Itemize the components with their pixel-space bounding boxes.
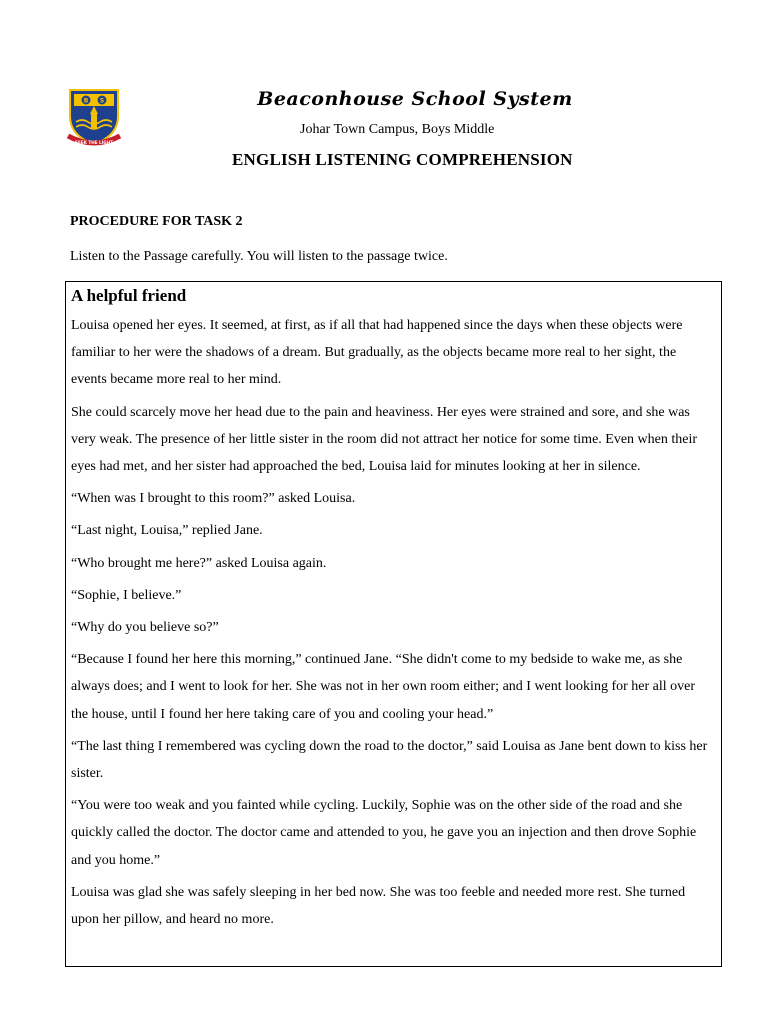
- passage-title: A helpful friend: [71, 286, 187, 305]
- svg-text:SEEK THE LIGHT: SEEK THE LIGHT: [74, 140, 114, 145]
- svg-text:B: B: [83, 97, 89, 105]
- passage-paragraph: “The last thing I remembered was cycling down the road to the doctor,” said Louisa as Jane bent down to kiss her sister.: [71, 738, 708, 782]
- passage-paragraph: “Sophie, I believe.”: [71, 587, 182, 603]
- campus-name: Johar Town Campus, Boys Middle: [300, 122, 495, 137]
- school-name: Beaconhouse School System: [257, 88, 573, 110]
- passage-paragraph: Louisa was glad she was safely sleeping in her bed now. She was too feeble and needed more rest. She turned upon her pillow, and heard no more.: [71, 884, 686, 928]
- task-heading: PROCEDURE FOR TASK 2: [70, 214, 243, 229]
- passage-paragraph: “When was I brought to this room?” asked Louisa.: [71, 491, 356, 507]
- passage-paragraph: “Why do you believe so?”: [71, 620, 219, 636]
- passage-paragraph: “Because I found her here this morning,” continued Jane. “She didn't come to my bedside to wake me, as she always does; and I went to look for her. She was not in her own room either; and I went looking for her all over the house, until I found her here taking care of you and cooling your head.”: [71, 652, 696, 722]
- document-title: ENGLISH LISTENING COMPREHENSION: [232, 150, 573, 169]
- svg-text:S: S: [99, 97, 105, 105]
- passage-paragraph: “You were too weak and you fainted while cycling. Luckily, Sophie was on the other side of the road and she quickly called the doctor. The doctor came and attended to you, he gave you an injection and then drove Sophie and you home.”: [71, 798, 697, 868]
- passage-box: [65, 281, 722, 967]
- task-instruction: Listen to the Passage carefully. You will listen to the passage twice.: [70, 249, 448, 264]
- passage-paragraph: Louisa opened her eyes. It seemed, at first, as if all that had happened since the days when these objects were familiar to her were the shadows of a dream. But gradually, as the objects became more real to her sight, the events became more real to her mind.: [71, 318, 683, 388]
- passage-paragraph: She could scarcely move her head due to the pain and heaviness. Her eyes were strained and sore, and she was very weak. The presence of her little sister in the room did not attract her notice for some time. Even when their eyes had met, and her sister had approached the bed, Louisa laid for minutes looking at her in silence.: [71, 404, 698, 475]
- passage-paragraph: “Who brought me here?” asked Louisa again.: [71, 555, 327, 571]
- passage-paragraph: “Last night, Louisa,” replied Jane.: [71, 523, 263, 539]
